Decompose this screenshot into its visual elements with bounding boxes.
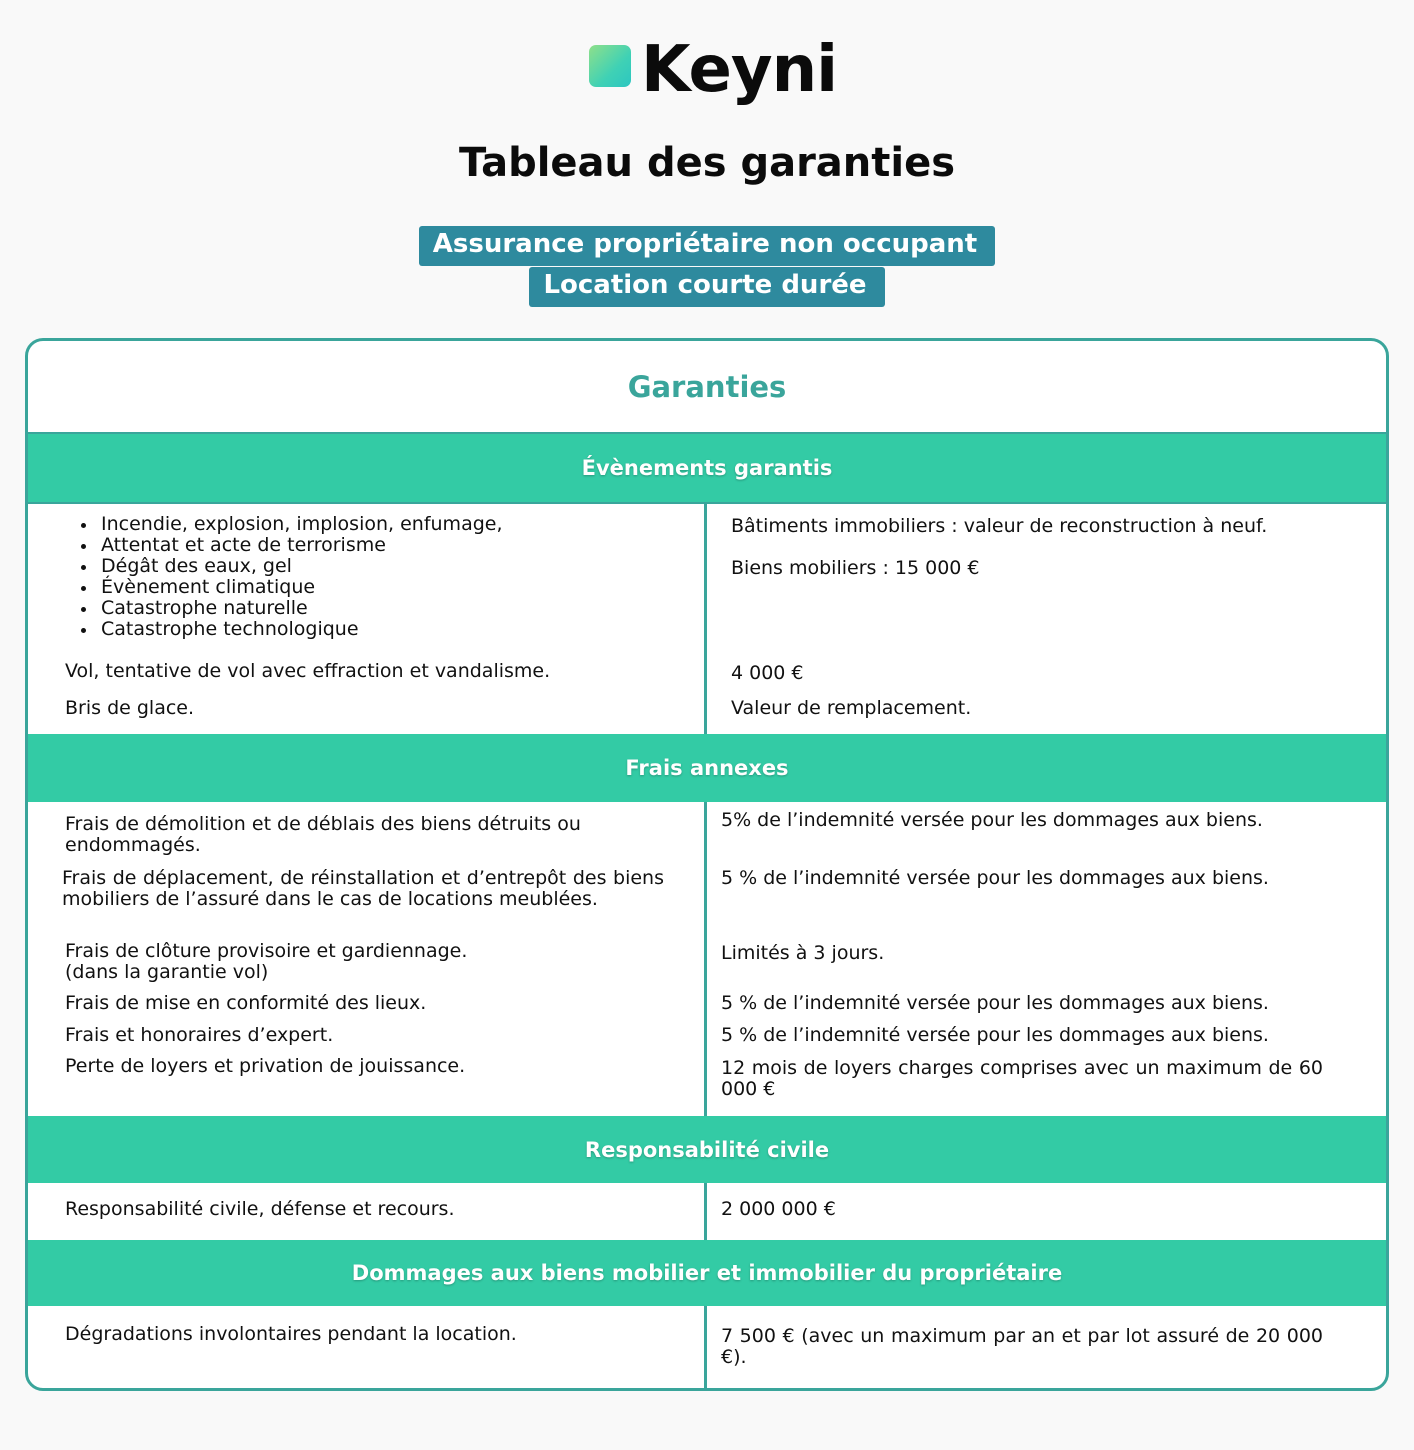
row-value-deplacement: 5 % de l’indemnité versée pour les dommages aux biens. <box>721 867 1269 889</box>
table-heading: Garanties <box>627 369 787 404</box>
section-frais-values <box>707 802 1386 1116</box>
row-label-expert: Frais et honoraires d’expert. <box>65 1024 334 1046</box>
section-header-responsabilite: Responsabilité civile <box>28 1116 1386 1183</box>
row-value-cloture: Limités à 3 jours. <box>721 942 885 964</box>
row-label-loyers: Perte de loyers et privation de jouissance. <box>65 1055 466 1077</box>
row-value-demolition: 5% de l’indemnité versée pour les dommages aux biens. <box>721 809 1263 831</box>
events-list <box>101 514 503 640</box>
row-label-rc: Responsabilité civile, défense et recours. <box>65 1198 455 1220</box>
list-item: Catastrophe technologique <box>101 619 503 640</box>
list-item: Catastrophe naturelle <box>101 598 503 619</box>
row-value-conformite: 5 % de l’indemnité versée pour les dommages aux biens. <box>721 992 1269 1014</box>
subtitle-line-2: Location courte durée <box>529 267 884 307</box>
row-label-bris-de-glace: Bris de glace. <box>65 697 195 719</box>
section-responsabilite-labels <box>28 1183 707 1240</box>
value-batiments: Bâtiments immobiliers : valeur de reconstruction à neuf. <box>731 515 1268 537</box>
row-label-degradations: Dégradations involontaires pendant la location. <box>65 1323 517 1345</box>
section-responsabilite-values <box>707 1183 1386 1240</box>
subtitle-line-1: Assurance propriétaire non occupant <box>419 226 995 266</box>
section-header-evenements: Évènements garantis <box>28 432 1386 504</box>
list-item: Dégât des eaux, gel <box>101 556 503 577</box>
section-dommages-labels <box>28 1306 707 1391</box>
section-dommages-values <box>707 1306 1386 1391</box>
row-label-demolition: Frais de démolition et de déblais des biens détruits ou endommagés. <box>65 813 581 856</box>
row-label-cloture: Frais de clôture provisoire et gardiennage. <box>65 940 468 962</box>
section-header-frais-annexes: Frais annexes <box>28 734 1386 802</box>
row-label-deplacement: Frais de déplacement, de réinstallation et d’entrepôt des biens mobiliers de l’assuré dans le cas de locations meublées. <box>62 867 664 910</box>
logo-mark-icon <box>589 45 631 87</box>
keyni-logo <box>589 30 837 110</box>
row-value-bris-de-glace: Valeur de remplacement. <box>731 697 972 719</box>
section-evenements <box>28 504 1386 734</box>
list-item: Évènement climatique <box>101 577 503 598</box>
list-item: Attentat et acte de terrorisme <box>101 535 503 556</box>
section-frais-labels <box>28 802 707 1116</box>
row-value-rc: 2 000 000 € <box>721 1198 836 1220</box>
section-responsabilite <box>28 1183 1386 1240</box>
row-value-loyers: 12 mois de loyers charges comprises avec un maximum de 60 000 € <box>721 1057 1323 1100</box>
list-item: Incendie, explosion, implosion, enfumage, <box>101 513 503 535</box>
section-frais-annexes <box>28 802 1386 1116</box>
page-title: Tableau des garanties <box>458 140 956 186</box>
subtitle-banner <box>0 226 1414 307</box>
row-label-vol: Vol, tentative de vol avec effraction et vandalisme. <box>65 660 551 682</box>
section-evenements-labels <box>28 504 707 734</box>
row-label-cloture-note: (dans la garantie vol) <box>65 961 269 983</box>
row-value-expert: 5 % de l’indemnité versée pour les dommages aux biens. <box>721 1024 1269 1046</box>
section-header-dommages: Dommages aux biens mobilier et immobilier du propriétaire <box>28 1240 1386 1306</box>
brand-name: Keyni <box>641 33 838 107</box>
row-label-conformite: Frais de mise en conformité des lieux. <box>65 992 427 1014</box>
section-evenements-values <box>707 504 1386 734</box>
row-value-vol: 4 000 € <box>731 662 804 684</box>
guarantees-table <box>25 338 1389 1391</box>
section-dommages <box>28 1306 1386 1391</box>
value-biens-mobiliers: Biens mobiliers : 15 000 € <box>731 557 980 579</box>
row-value-degradations: 7 500 € (avec un maximum par an et par lot assuré de 20 000 €). <box>721 1325 1323 1368</box>
